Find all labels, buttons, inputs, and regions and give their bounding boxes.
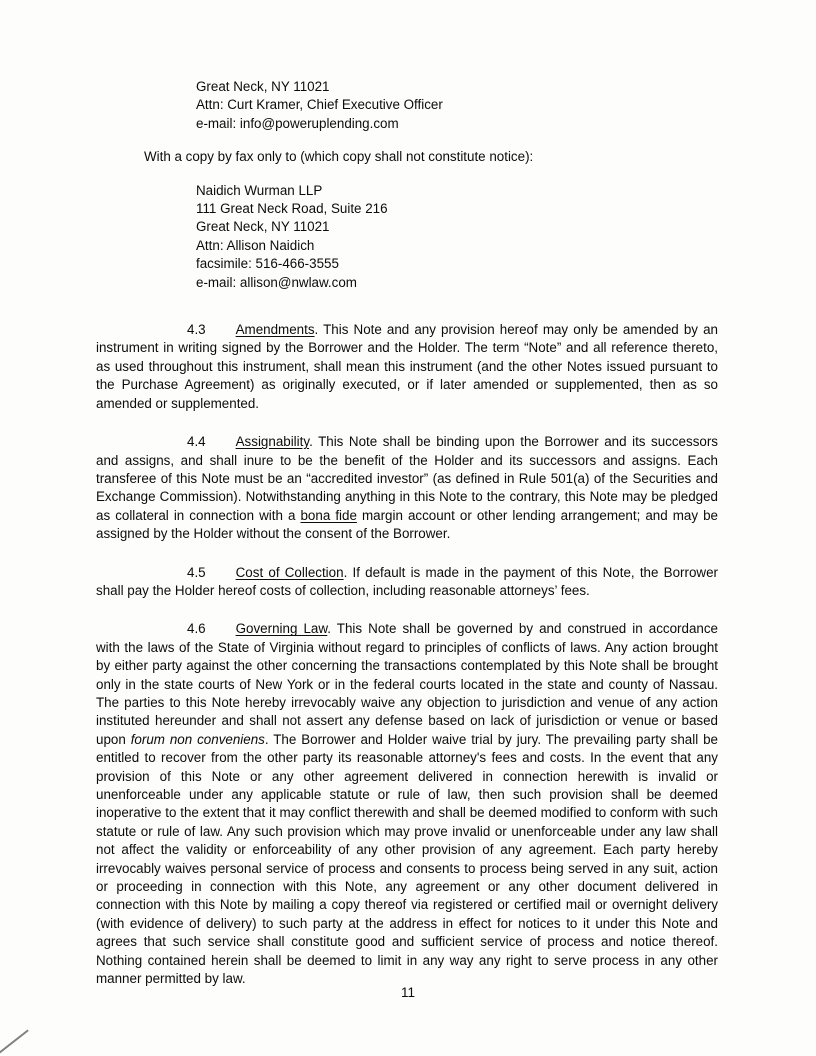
section-4-3-amendments	[96, 321, 718, 413]
address-line: Great Neck, NY 11021	[196, 79, 330, 94]
address-line: facsimile: 516-466-3555	[196, 256, 339, 272]
copy-notice-line: With a copy by fax only to (which copy shall not constitute notice):	[144, 149, 534, 165]
underlined-phrase: bona fide	[300, 507, 357, 523]
section-number: 4.6	[187, 621, 206, 637]
address-line: Great Neck, NY 11021	[196, 219, 330, 235]
section-body: . This Note shall be binding upon the Borrower and its successors and assigns, and shall inure to be the benefit of the Holder and its successors and assigns. Each transferee of this Note must be an “accredited investor” (as defined in Rule 501(a) of the Securities and Exchange Commission). Notwithstanding anything in this Note to the contrary, this Note may be pledged as collateral in connection with a	[96, 434, 718, 523]
section-heading: Amendments	[235, 322, 315, 338]
section-heading: Cost of Collection	[235, 564, 344, 580]
section-number: 4.5	[187, 564, 206, 580]
section-body: . The Borrower and Holder waive trial by jury. The prevailing party shall be entitled to recover from the other party its reasonable attorney's fees and costs. In the event that any provision of this Note or any other agreement delivered in connection herewith is invalid or unenforceable under any applicable statute or rule of law, then such provision shall be deemed inoperative to the extent that it may conflict therewith and shall be deemed modified to conform with such statute or rule of law. Any such provision which may prove invalid or unenforceable under any law shall not affect the validity or enforceability of any other provision of any agreement. Each party hereby irrevocably waives personal service of process and consents to process being served in any suit, action or proceeding in connection with this Note, any agreement or any other document delivered in connection with this Note by mailing a copy thereof via registered or certified mail or overnight delivery (with evidence of delivery) to such party at the address in effect for notices to it under this Note and agrees that such service shall constitute good and sufficient service of process and notice thereof. Nothing contained herein shall be deemed to limit in any way any right to serve process in any other manner permitted by law.	[96, 731, 718, 987]
address-line: Naidich Wurman LLP	[196, 182, 323, 198]
address-line: e-mail: allison@nwlaw.com	[196, 274, 357, 290]
section-body: margin account or other lending arrangement; and may be assigned by the Holder without the consent of the Borrower.	[96, 507, 718, 542]
section-4-4-assignability	[96, 433, 718, 543]
section-heading: Governing Law	[235, 621, 328, 637]
section-body: . This Note shall be governed by and construed in accordance with the laws of the State of Virginia without regard to principles of conflicts of laws. Any action brought by either party against the other concerning the transactions contemplated by this Note shall be brought only in the state courts of New York or in the federal courts located in the state and county of Nassau. The parties to this Note hereby irrevocably waive any objection to jurisdiction and venue of any action instituted hereunder and shall not assert any defense based on lack of jurisdiction or venue or based upon	[96, 621, 718, 747]
section-body: . This Note and any provision hereof may only be amended by an instrument in writing signed by the Borrower and the Holder. The term “Note” and all reference thereto, as used throughout this instrument, shall mean this instrument (and the other Notes issued pursuant to the Purchase Agreement) as originally executed, or if later amended or supplemented, then as so amended or supplemented.	[96, 322, 718, 411]
section-number: 4.3	[187, 322, 206, 338]
section-4-5-cost-of-collection	[96, 564, 718, 601]
lawfirm-address-block	[196, 182, 718, 292]
page-number: 11	[400, 985, 415, 1000]
address-line: 111 Great Neck Road, Suite 216	[196, 201, 388, 217]
section-heading: Assignability	[235, 434, 310, 450]
address-line: Attn: Allison Naidich	[196, 237, 315, 253]
lender-address-block	[196, 78, 718, 133]
section-body: . If default is made in the payment of this Note, the Borrower shall pay the Holder hereof costs of collection, including reasonable attorneys’ fees.	[96, 564, 718, 598]
address-line: e-mail: info@poweruplending.com	[196, 115, 399, 131]
section-number: 4.4	[187, 434, 206, 450]
section-4-6-governing-law	[96, 620, 718, 988]
italic-phrase: forum non conveniens	[130, 731, 265, 747]
address-line: Attn: Curt Kramer, Chief Executive Officer	[196, 97, 443, 113]
scan-artifact-mark	[0, 1029, 28, 1054]
